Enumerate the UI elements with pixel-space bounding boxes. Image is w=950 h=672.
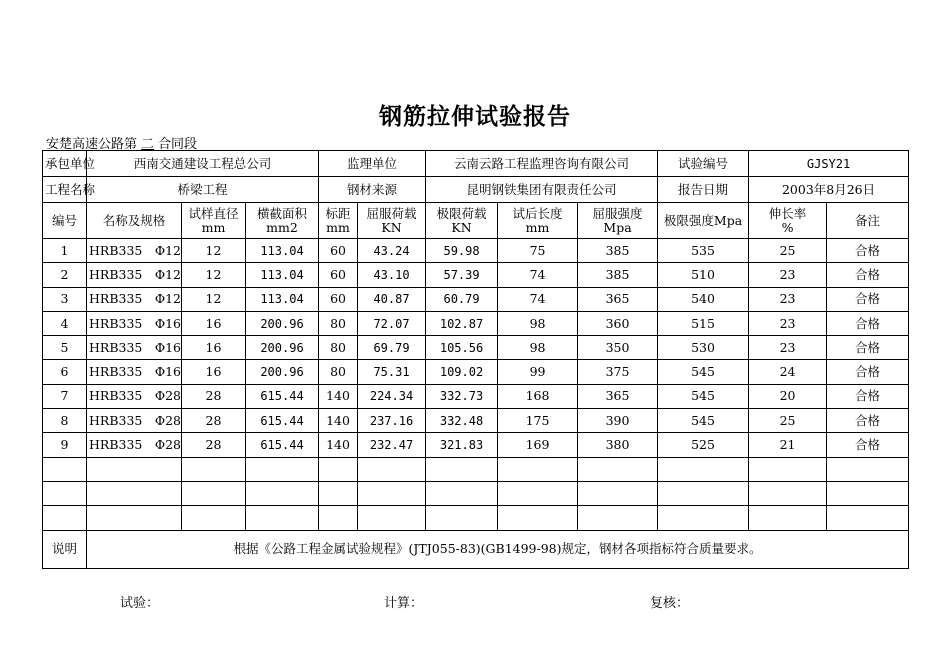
cell-elongation: 23 [749, 336, 827, 360]
cell-ultimate-strength: 545 [658, 360, 749, 384]
header-elongation: 伸长率 % [749, 203, 827, 239]
cell-length: 75 [498, 239, 578, 263]
empty-row [43, 481, 909, 505]
cell-ultimate-load: 332.73 [426, 384, 498, 408]
cell-name: HRB335 Φ12 [87, 239, 182, 263]
cell-length: 169 [498, 433, 578, 457]
table-row [43, 239, 909, 263]
cell-no: 9 [43, 433, 87, 457]
cell-ultimate-strength: 530 [658, 336, 749, 360]
cell-yield-load: 43.24 [358, 239, 426, 263]
cell-yield-strength: 360 [578, 311, 658, 335]
cell-area: 615.44 [246, 433, 319, 457]
cell-length: 98 [498, 336, 578, 360]
cell-yield-strength: 385 [578, 263, 658, 287]
header-gauge: 标距 mm [319, 203, 358, 239]
cell-gauge: 60 [319, 239, 358, 263]
signature-test: 试验： [120, 596, 160, 611]
note-row [43, 530, 909, 568]
column-header-row [43, 203, 909, 239]
cell-ultimate-load: 109.02 [426, 360, 498, 384]
cell-elongation: 24 [749, 360, 827, 384]
cell-name: HRB335 Φ12 [87, 287, 182, 311]
cell-ultimate-strength: 525 [658, 433, 749, 457]
cell-remark: 合格 [827, 360, 909, 384]
cell-elongation: 23 [749, 263, 827, 287]
cell-area: 615.44 [246, 384, 319, 408]
cell-name: HRB335 Φ16 [87, 311, 182, 335]
cell-gauge: 60 [319, 287, 358, 311]
subtitle-prefix: 安楚高速公路第 [46, 137, 138, 152]
cell-no: 8 [43, 409, 87, 433]
cell-name: HRB335 Φ28 [87, 409, 182, 433]
cell-remark: 合格 [827, 239, 909, 263]
header-ultimate-load: 极限荷载 KN [426, 203, 498, 239]
cell-no: 2 [43, 263, 87, 287]
cell-ultimate-strength: 510 [658, 263, 749, 287]
cell-ultimate-load: 57.39 [426, 263, 498, 287]
cell-ultimate-load: 105.56 [426, 336, 498, 360]
cell-diameter: 16 [182, 311, 246, 335]
tensile-test-table [42, 150, 909, 569]
info-row-1 [43, 151, 909, 177]
cell-yield-load: 224.34 [358, 384, 426, 408]
cell-yield-load: 237.16 [358, 409, 426, 433]
cell-elongation: 20 [749, 384, 827, 408]
note-label: 说明 [43, 530, 87, 568]
cell-yield-load: 43.10 [358, 263, 426, 287]
cell-yield-strength: 385 [578, 239, 658, 263]
cell-diameter: 12 [182, 287, 246, 311]
cell-remark: 合格 [827, 384, 909, 408]
cell-remark: 合格 [827, 263, 909, 287]
project-label: 工程名称 [43, 177, 87, 203]
cell-name: HRB335 Φ16 [87, 360, 182, 384]
header-yield-load: 屈服荷载 KN [358, 203, 426, 239]
cell-remark: 合格 [827, 336, 909, 360]
cell-name: HRB335 Φ12 [87, 263, 182, 287]
cell-diameter: 28 [182, 409, 246, 433]
cell-yield-strength: 365 [578, 384, 658, 408]
signature-calc: 计算： [384, 596, 424, 611]
table-row [43, 263, 909, 287]
cell-remark: 合格 [827, 433, 909, 457]
signature-review: 复核： [650, 596, 690, 611]
cell-gauge: 140 [319, 433, 358, 457]
cell-ultimate-load: 59.98 [426, 239, 498, 263]
cell-no: 3 [43, 287, 87, 311]
header-remark: 备注 [827, 203, 909, 239]
info-row-2 [43, 177, 909, 203]
cell-ultimate-load: 321.83 [426, 433, 498, 457]
data-rows [43, 239, 909, 458]
cell-area: 200.96 [246, 311, 319, 335]
cell-no: 7 [43, 384, 87, 408]
cell-remark: 合格 [827, 287, 909, 311]
cell-gauge: 60 [319, 263, 358, 287]
cell-length: 99 [498, 360, 578, 384]
cell-area: 615.44 [246, 409, 319, 433]
cell-no: 5 [43, 336, 87, 360]
cell-gauge: 140 [319, 384, 358, 408]
cell-yield-strength: 380 [578, 433, 658, 457]
cell-yield-load: 40.87 [358, 287, 426, 311]
header-diameter: 试样直径 mm [182, 203, 246, 239]
cell-yield-load: 232.47 [358, 433, 426, 457]
cell-diameter: 12 [182, 239, 246, 263]
subtitle-suffix: 合同段 [158, 137, 198, 152]
cell-elongation: 25 [749, 409, 827, 433]
cell-ultimate-load: 60.79 [426, 287, 498, 311]
table-row [43, 409, 909, 433]
source-value: 昆明钢铁集团有限责任公司 [426, 177, 658, 203]
table-row [43, 287, 909, 311]
header-no: 编号 [43, 203, 87, 239]
cell-gauge: 80 [319, 360, 358, 384]
cell-name: HRB335 Φ28 [87, 384, 182, 408]
cell-name: HRB335 Φ28 [87, 433, 182, 457]
table-row [43, 433, 909, 457]
cell-elongation: 23 [749, 311, 827, 335]
cell-ultimate-strength: 540 [658, 287, 749, 311]
test-no-label: 试验编号 [658, 151, 749, 177]
cell-elongation: 25 [749, 239, 827, 263]
empty-row [43, 457, 909, 481]
supervisor-value: 云南云路工程监理咨询有限公司 [426, 151, 658, 177]
cell-yield-strength: 375 [578, 360, 658, 384]
cell-no: 4 [43, 311, 87, 335]
contractor-label: 承包单位 [43, 151, 87, 177]
report-title: 钢筋拉伸试验报告 [379, 103, 571, 130]
cell-no: 1 [43, 239, 87, 263]
cell-length: 168 [498, 384, 578, 408]
cell-elongation: 21 [749, 433, 827, 457]
table-row [43, 360, 909, 384]
cell-remark: 合格 [827, 409, 909, 433]
cell-yield-load: 75.31 [358, 360, 426, 384]
empty-row [43, 506, 909, 530]
cell-area: 113.04 [246, 239, 319, 263]
subtitle-section: 二 [141, 137, 155, 152]
cell-area: 200.96 [246, 336, 319, 360]
table-row [43, 311, 909, 335]
cell-remark: 合格 [827, 311, 909, 335]
cell-ultimate-strength: 515 [658, 311, 749, 335]
cell-length: 175 [498, 409, 578, 433]
header-area: 横截面积 mm2 [246, 203, 319, 239]
cell-ultimate-strength: 535 [658, 239, 749, 263]
header-name: 名称及规格 [87, 203, 182, 239]
table-row [43, 336, 909, 360]
cell-diameter: 28 [182, 384, 246, 408]
cell-area: 113.04 [246, 287, 319, 311]
cell-area: 113.04 [246, 263, 319, 287]
table-row [43, 384, 909, 408]
cell-gauge: 80 [319, 336, 358, 360]
cell-length: 98 [498, 311, 578, 335]
cell-no: 6 [43, 360, 87, 384]
cell-gauge: 80 [319, 311, 358, 335]
header-elongated-length: 试后长度 mm [498, 203, 578, 239]
header-yield-strength: 屈服强度 Mpa [578, 203, 658, 239]
cell-area: 200.96 [246, 360, 319, 384]
cell-ultimate-strength: 545 [658, 409, 749, 433]
cell-yield-strength: 365 [578, 287, 658, 311]
cell-ultimate-strength: 545 [658, 384, 749, 408]
cell-yield-strength: 390 [578, 409, 658, 433]
cell-diameter: 16 [182, 336, 246, 360]
cell-yield-load: 72.07 [358, 311, 426, 335]
date-label: 报告日期 [658, 177, 749, 203]
cell-gauge: 140 [319, 409, 358, 433]
supervisor-label: 监理单位 [319, 151, 426, 177]
cell-ultimate-load: 102.87 [426, 311, 498, 335]
project-value: 桥梁工程 [87, 177, 319, 203]
cell-diameter: 12 [182, 263, 246, 287]
cell-elongation: 23 [749, 287, 827, 311]
cell-length: 74 [498, 263, 578, 287]
header-ultimate-strength: 极限强度Mpa [658, 203, 749, 239]
date-value: 2003年8月26日 [749, 177, 909, 203]
cell-name: HRB335 Φ16 [87, 336, 182, 360]
cell-ultimate-load: 332.48 [426, 409, 498, 433]
cell-length: 74 [498, 287, 578, 311]
test-no-value: GJSY21 [749, 151, 909, 177]
cell-diameter: 28 [182, 433, 246, 457]
cell-yield-strength: 350 [578, 336, 658, 360]
cell-yield-load: 69.79 [358, 336, 426, 360]
note-text: 根据《公路工程金属试验规程》(JTJ055-83)(GB1499-98)规定，钢材各项指标符合质量要求。 [87, 530, 909, 568]
source-label: 钢材来源 [319, 177, 426, 203]
contractor-value: 西南交通建设工程总公司 [87, 151, 319, 177]
cell-diameter: 16 [182, 360, 246, 384]
